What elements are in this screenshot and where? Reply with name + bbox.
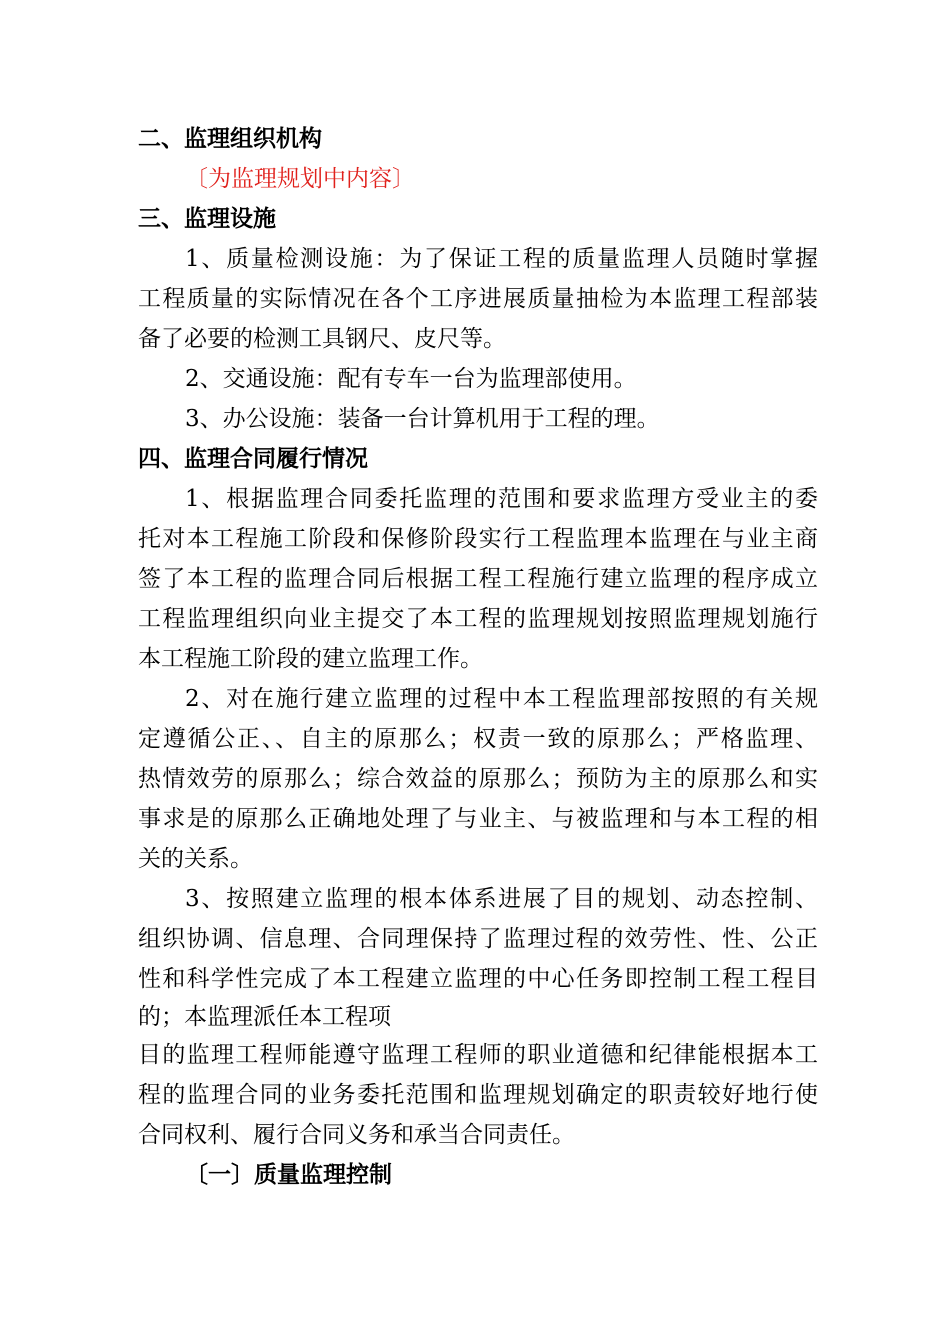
paragraph-line: 性和科学性完成了本工程建立监理的中心任务即控制工程工程目	[138, 966, 818, 992]
paragraph-line: 本工程施工阶段的建立监理工作。	[138, 646, 483, 672]
paragraph-line: 1、质量检测设施：为了保证工程的质量监理人员随时掌握	[185, 246, 818, 272]
paragraph-line: 工程质量的实际情况在各个工序进展质量抽检为本监理工程部装	[138, 286, 818, 312]
paragraph-line: 关的关系。	[138, 846, 253, 872]
section-heading-facilities: 三、监理设施	[138, 205, 276, 232]
paragraph-line: 事求是的原那么正确地处理了与业主、与被监理和与本工程的相	[138, 806, 818, 832]
paragraph-line: 定遵循公正、、自主的原那么；权责一致的原那么；严格监理、	[138, 726, 818, 752]
subsection-heading-quality: 〔一〕质量监理控制	[185, 1161, 392, 1188]
paragraph-line: 热情效劳的原那么；综合效益的原那么；预防为主的原那么和实	[138, 766, 818, 792]
section-heading-contract: 四、监理合同履行情况	[138, 445, 368, 472]
paragraph-line: 目的监理工程师能遵守监理工程师的职业道德和纪律能根据本工	[138, 1042, 818, 1068]
section-note-red: 〔为监理规划中内容〕	[185, 166, 415, 192]
section-heading-organization: 二、监理组织机构	[138, 125, 322, 152]
paragraph-line: 工程监理组织向业主提交了本工程的监理规划按照监理规划施行	[138, 606, 818, 632]
paragraph-line: 的；本监理派任本工程项	[138, 1004, 391, 1030]
paragraph-line: 3、按照建立监理的根本体系进展了目的规划、动态控制、	[185, 886, 818, 912]
paragraph-line: 程的监理合同的业务委托范围和监理规划确定的职责较好地行使	[138, 1082, 818, 1108]
paragraph-line: 2、交通设施：配有专车一台为监理部使用。	[185, 366, 637, 392]
paragraph-line: 1、根据监理合同委托监理的范围和要求监理方受业主的委	[185, 486, 818, 512]
paragraph-line: 备了必要的检测工具钢尺、皮尺等。	[138, 326, 506, 352]
paragraph-line: 2、对在施行建立监理的过程中本工程监理部按照的有关规	[185, 686, 818, 712]
paragraph-line: 组织协调、信息理、合同理保持了监理过程的效劳性、性、公正	[138, 926, 818, 952]
paragraph-line: 合同权利、履行合同义务和承当合同责任。	[138, 1122, 575, 1148]
paragraph-line: 托对本工程施工阶段和保修阶段实行工程监理本监理在与业主商	[138, 526, 818, 552]
paragraph-line: 签了本工程的监理合同后根据工程工程施行建立监理的程序成立	[138, 566, 818, 592]
paragraph-line: 3、办公设施：装备一台计算机用于工程的理。	[185, 406, 660, 432]
